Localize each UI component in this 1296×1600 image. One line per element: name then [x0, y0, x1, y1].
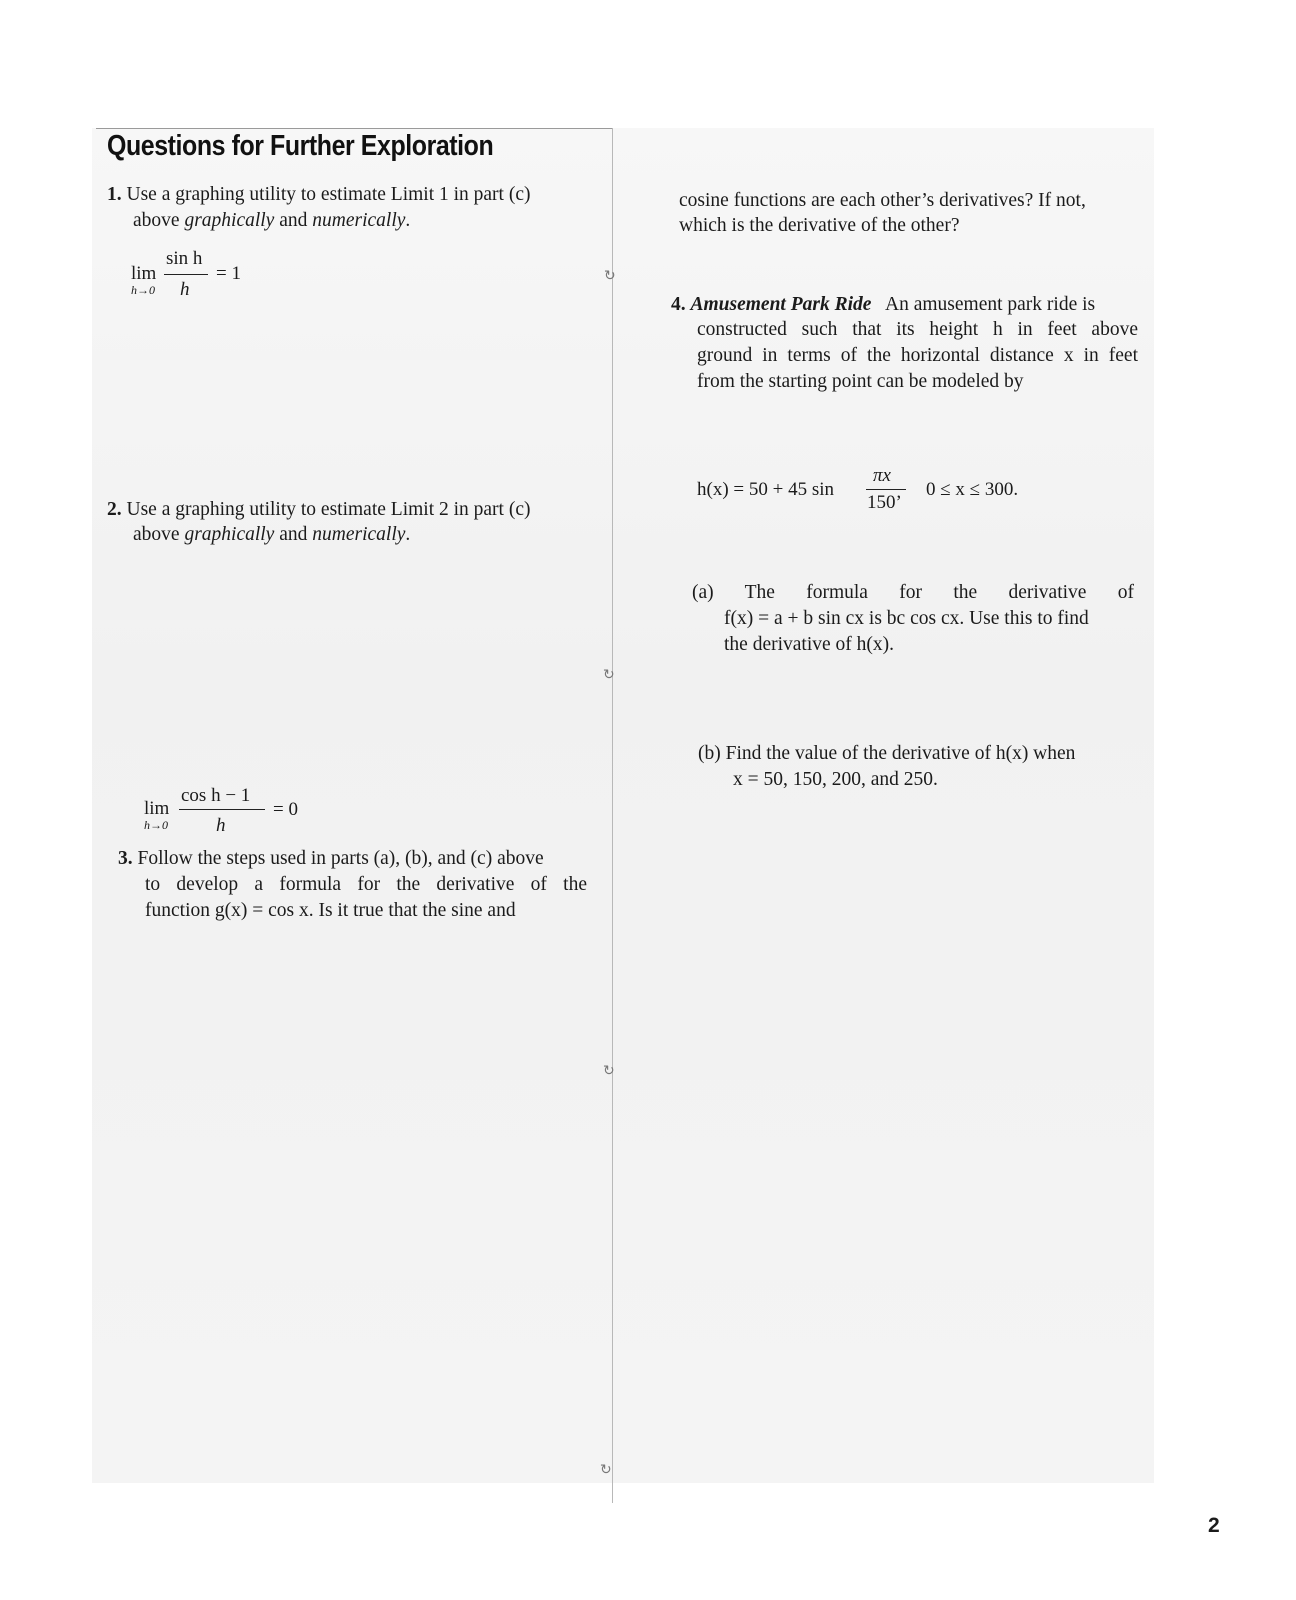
- page-number: 2: [1208, 1514, 1220, 1537]
- part-b-line-1: (b) Find the value of the derivative of h(x) when: [698, 743, 1076, 764]
- fraction-bar: [866, 489, 906, 490]
- fraction-bar: [179, 809, 265, 810]
- fraction-bar: [164, 274, 208, 275]
- question-3-line-3: function g(x) = cos x. Is it true that the sine and: [145, 900, 516, 921]
- binder-mark: ↻: [603, 667, 615, 683]
- column-divider: [612, 128, 613, 1503]
- question-1-number: 1.: [107, 184, 122, 205]
- question-2-line-1: Use a graphing utility to estimate Limit 2 in part (c): [126, 499, 531, 520]
- question-1-line-1: Use a graphing utility to estimate Limit 1 in part (c): [126, 184, 531, 205]
- lim-subscript: h→0: [144, 818, 168, 832]
- equation-domain: 0 ≤ x ≤ 300.: [926, 479, 1019, 500]
- fraction-numerator: cos h − 1: [181, 785, 251, 806]
- limit-value: = 1: [216, 263, 241, 284]
- fraction-numerator: sin h: [166, 248, 203, 269]
- binder-mark: ↻: [604, 268, 616, 284]
- question-4-number: 4.: [671, 294, 686, 315]
- fraction-denominator: 150’: [867, 492, 902, 513]
- question-3-line-2: to develop a formula for the derivative of the: [145, 874, 587, 895]
- heading-rule: [96, 128, 612, 129]
- question-4: [671, 292, 1095, 318]
- question-2-number: 2.: [107, 499, 122, 520]
- question-4-line-2: constructed such that its height h in feet above: [697, 319, 1138, 340]
- binder-mark: ↻: [600, 1462, 612, 1478]
- binder-mark: ↻: [603, 1063, 615, 1079]
- part-b-line-2: x = 50, 150, 200, and 250.: [733, 769, 938, 790]
- question-4-line-1: An amusement park ride is: [885, 294, 1096, 315]
- question-3-continued-line-1: cosine functions are each other’s derivatives? If not,: [679, 190, 1086, 211]
- lim-label: lim: [131, 263, 157, 284]
- question-2-line-2: above graphically and numerically.: [133, 524, 411, 545]
- question-1-line-2: above graphically and numerically.: [133, 210, 411, 231]
- question-4-title: Amusement Park Ride: [690, 294, 872, 315]
- question-3: [118, 846, 544, 872]
- limit-value: = 0: [273, 799, 298, 820]
- equation-lhs: h(x) = 50 + 45 sin: [697, 479, 835, 500]
- question-3-continued-line-2: which is the derivative of the other?: [679, 215, 960, 236]
- section-heading: Questions for Further Exploration: [107, 130, 494, 162]
- question-4-line-3: ground in terms of the horizontal distance x in feet: [697, 345, 1138, 366]
- question-2: [107, 497, 531, 523]
- fraction-denominator: h: [180, 279, 190, 300]
- part-a-line-2: f(x) = a + b sin cx is bc cos cx. Use this to find: [724, 608, 1089, 629]
- question-3-number: 3.: [118, 848, 133, 869]
- question-1: [107, 182, 531, 208]
- fraction-denominator: h: [216, 815, 226, 836]
- question-4-line-4: from the starting point can be modeled by: [697, 371, 1024, 392]
- lim-subscript: h→0: [131, 283, 155, 297]
- question-3-line-1: Follow the steps used in parts (a), (b), and (c) above: [137, 848, 544, 869]
- part-a-line-1: (a) The formula for the derivative of: [692, 582, 1134, 603]
- part-a-line-3: the derivative of h(x).: [724, 634, 895, 655]
- fraction-numerator: πx: [873, 465, 891, 486]
- lim-label: lim: [144, 798, 170, 819]
